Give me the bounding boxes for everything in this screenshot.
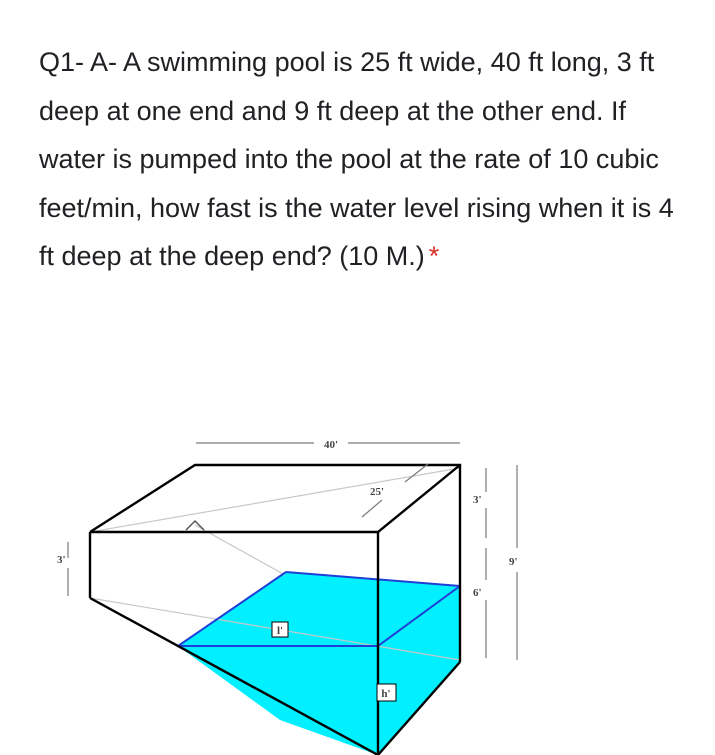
required-asterisk: * (428, 241, 440, 271)
length-label: 40' (323, 439, 339, 451)
width-label: 25' (370, 486, 385, 498)
right-upper-depth-label: 3' (473, 494, 482, 506)
water-height-label: h' (381, 688, 391, 700)
total-depth-label: 9' (509, 556, 518, 568)
water-length-label: l' (276, 625, 284, 637)
pool-diagram-svg (0, 420, 715, 755)
question-title (39, 38, 679, 281)
shallow-depth-label: 3' (57, 554, 66, 566)
water-body (178, 572, 460, 755)
pool-diagram (0, 420, 715, 755)
question-text: Q1- A- A swimming pool is 25 ft wide, 40 ft long, 3 ft deep at one end and 9 ft deep at the other end. If water is pumped into the pool at the rate of 10 cubic feet/min, how fast is the water level rising when it is 4 ft deep at the deep end? (10 M.) (39, 47, 674, 271)
right-lower-depth-label: 6' (473, 587, 482, 599)
